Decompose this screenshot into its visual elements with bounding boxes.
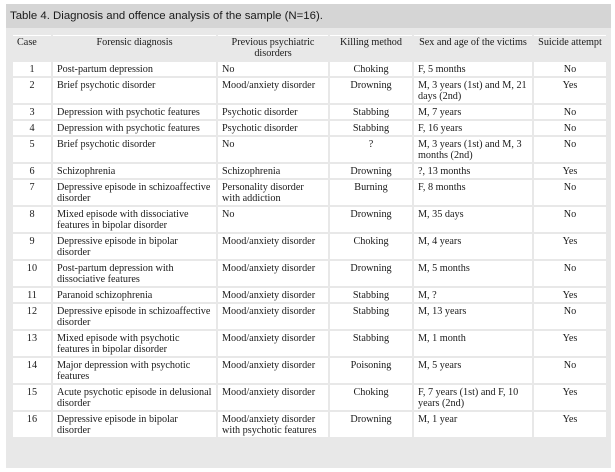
cell-previous-disorders: Psychotic disorder — [218, 105, 328, 119]
cell-victims: M, 3 years (1st) and M, 3 months (2nd) — [414, 137, 532, 162]
table-row — [13, 261, 606, 286]
cell-case: 11 — [13, 288, 51, 302]
table-row — [13, 105, 606, 119]
cell-forensic-diagnosis: Post-partum depression with dissociative features — [53, 261, 216, 286]
cell-killing-method: Stabbing — [330, 105, 412, 119]
table-row — [13, 412, 606, 437]
table-row — [13, 304, 606, 329]
cell-killing-method: Drowning — [330, 207, 412, 232]
cell-suicide-attempt: No — [534, 121, 606, 135]
cell-previous-disorders: Mood/anxiety disorder — [218, 234, 328, 259]
table-row — [13, 331, 606, 356]
cell-forensic-diagnosis: Post-partum depression — [53, 62, 216, 76]
cell-previous-disorders: Mood/anxiety disorder — [218, 304, 328, 329]
cell-killing-method: Drowning — [330, 261, 412, 286]
cell-previous-disorders: No — [218, 137, 328, 162]
cell-previous-disorders: Mood/anxiety disorder — [218, 331, 328, 356]
table-body — [13, 62, 606, 437]
cell-victims: M, 35 days — [414, 207, 532, 232]
cell-previous-disorders: No — [218, 207, 328, 232]
cell-case: 7 — [13, 180, 51, 205]
cell-killing-method: Stabbing — [330, 121, 412, 135]
cell-suicide-attempt: No — [534, 105, 606, 119]
cell-case: 6 — [13, 164, 51, 178]
table-row — [13, 207, 606, 232]
cell-victims: F, 7 years (1st) and F, 10 years (2nd) — [414, 385, 532, 410]
cell-previous-disorders: Mood/anxiety disorder — [218, 288, 328, 302]
header-case: Case — [13, 35, 51, 60]
cell-case: 1 — [13, 62, 51, 76]
cell-previous-disorders: Mood/anxiety disorder — [218, 78, 328, 103]
data-table — [11, 33, 608, 439]
cell-victims: F, 8 months — [414, 180, 532, 205]
cell-previous-disorders: Personality disorder with addiction — [218, 180, 328, 205]
cell-previous-disorders: No — [218, 62, 328, 76]
cell-forensic-diagnosis: Brief psychotic disorder — [53, 78, 216, 103]
cell-previous-disorders: Schizophrenia — [218, 164, 328, 178]
cell-killing-method: Stabbing — [330, 304, 412, 329]
cell-killing-method: Drowning — [330, 412, 412, 437]
cell-case: 14 — [13, 358, 51, 383]
cell-suicide-attempt: No — [534, 137, 606, 162]
cell-case: 9 — [13, 234, 51, 259]
cell-suicide-attempt: No — [534, 261, 606, 286]
cell-victims: M, ? — [414, 288, 532, 302]
cell-case: 12 — [13, 304, 51, 329]
cell-case: 2 — [13, 78, 51, 103]
cell-victims: M, 5 months — [414, 261, 532, 286]
cell-forensic-diagnosis: Paranoid schizophrenia — [53, 288, 216, 302]
cell-victims: M, 1 year — [414, 412, 532, 437]
cell-forensic-diagnosis: Depressive episode in bipolar disorder — [53, 234, 216, 259]
cell-killing-method: Stabbing — [330, 288, 412, 302]
cell-suicide-attempt: Yes — [534, 234, 606, 259]
cell-suicide-attempt: Yes — [534, 412, 606, 437]
table-row — [13, 121, 606, 135]
header-killing-method: Killing method — [330, 35, 412, 60]
cell-killing-method: Choking — [330, 385, 412, 410]
cell-victims: M, 3 years (1st) and M, 21 days (2nd) — [414, 78, 532, 103]
header-row — [13, 35, 606, 60]
cell-suicide-attempt: Yes — [534, 164, 606, 178]
header-previous-disorders: Previous psychiatric disorders — [218, 35, 328, 60]
cell-case: 13 — [13, 331, 51, 356]
cell-case: 3 — [13, 105, 51, 119]
cell-previous-disorders: Mood/anxiety disorder with psychotic features — [218, 412, 328, 437]
cell-suicide-attempt: No — [534, 304, 606, 329]
table-row — [13, 164, 606, 178]
cell-forensic-diagnosis: Major depression with psychotic features — [53, 358, 216, 383]
cell-victims: M, 1 month — [414, 331, 532, 356]
cell-suicide-attempt: No — [534, 207, 606, 232]
table-row — [13, 385, 606, 410]
header-victims: Sex and age of the victims — [414, 35, 532, 60]
table-figure — [6, 4, 611, 468]
cell-suicide-attempt: No — [534, 62, 606, 76]
table-row — [13, 180, 606, 205]
cell-suicide-attempt: No — [534, 180, 606, 205]
cell-forensic-diagnosis: Schizophrenia — [53, 164, 216, 178]
cell-suicide-attempt: Yes — [534, 78, 606, 103]
table-caption: Table 4. Diagnosis and offence analysis of the sample (N=16). — [6, 4, 611, 28]
cell-forensic-diagnosis: Depression with psychotic features — [53, 105, 216, 119]
cell-case: 5 — [13, 137, 51, 162]
cell-killing-method: Drowning — [330, 164, 412, 178]
cell-forensic-diagnosis: Depression with psychotic features — [53, 121, 216, 135]
cell-victims: M, 13 years — [414, 304, 532, 329]
cell-killing-method: Drowning — [330, 78, 412, 103]
table-row — [13, 358, 606, 383]
header-suicide-attempt: Suicide attempt — [534, 35, 606, 60]
cell-killing-method: Stabbing — [330, 331, 412, 356]
cell-suicide-attempt: Yes — [534, 331, 606, 356]
cell-suicide-attempt: Yes — [534, 385, 606, 410]
cell-victims: M, 7 years — [414, 105, 532, 119]
table-row — [13, 78, 606, 103]
cell-case: 16 — [13, 412, 51, 437]
cell-killing-method: Poisoning — [330, 358, 412, 383]
cell-killing-method: ? — [330, 137, 412, 162]
cell-victims: M, 4 years — [414, 234, 532, 259]
cell-previous-disorders: Mood/anxiety disorder — [218, 358, 328, 383]
header-forensic-diagnosis: Forensic diagnosis — [53, 35, 216, 60]
cell-killing-method: Burning — [330, 180, 412, 205]
cell-previous-disorders: Psychotic disorder — [218, 121, 328, 135]
cell-forensic-diagnosis: Depressive episode in bipolar disorder — [53, 412, 216, 437]
cell-case: 15 — [13, 385, 51, 410]
cell-previous-disorders: Mood/anxiety disorder — [218, 385, 328, 410]
table-row — [13, 137, 606, 162]
table-row — [13, 288, 606, 302]
cell-forensic-diagnosis: Brief psychotic disorder — [53, 137, 216, 162]
cell-case: 4 — [13, 121, 51, 135]
cell-victims: M, 5 years — [414, 358, 532, 383]
cell-forensic-diagnosis: Mixed episode with psychotic features in bipolar disorder — [53, 331, 216, 356]
cell-case: 10 — [13, 261, 51, 286]
cell-forensic-diagnosis: Depressive episode in schizoaffective disorder — [53, 180, 216, 205]
cell-victims: F, 16 years — [414, 121, 532, 135]
cell-previous-disorders: Mood/anxiety disorder — [218, 261, 328, 286]
cell-victims: F, 5 months — [414, 62, 532, 76]
cell-suicide-attempt: Yes — [534, 288, 606, 302]
table-row — [13, 62, 606, 76]
cell-forensic-diagnosis: Depressive episode in schizoaffective disorder — [53, 304, 216, 329]
cell-forensic-diagnosis: Mixed episode with dissociative features in bipolar disorder — [53, 207, 216, 232]
cell-case: 8 — [13, 207, 51, 232]
cell-suicide-attempt: No — [534, 358, 606, 383]
cell-victims: ?, 13 months — [414, 164, 532, 178]
cell-killing-method: Choking — [330, 62, 412, 76]
cell-killing-method: Choking — [330, 234, 412, 259]
cell-forensic-diagnosis: Acute psychotic episode in delusional disorder — [53, 385, 216, 410]
table-row — [13, 234, 606, 259]
